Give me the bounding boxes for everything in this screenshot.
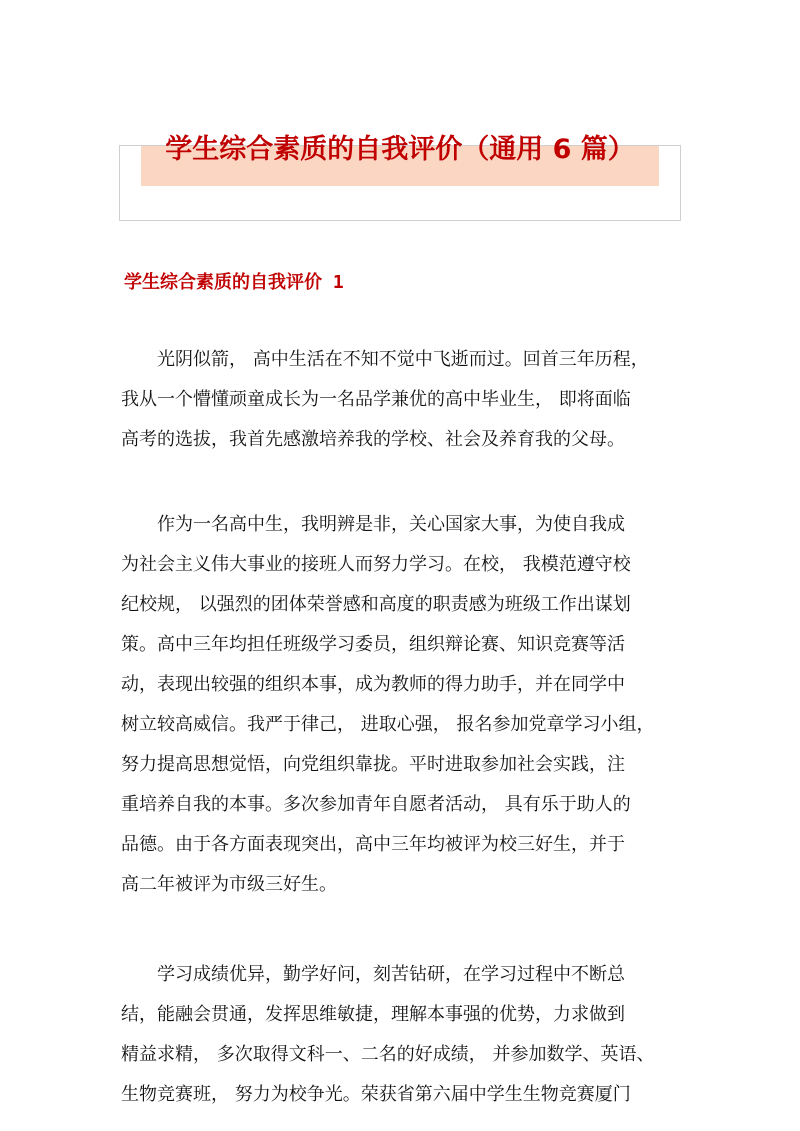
text-line: 我从一个懵懂顽童成长为一名品学兼优的高中毕业生， 即将面临: [121, 389, 631, 410]
text-line: 结，能融会贯通，发挥思维敏捷，理解本事强的优势，力求做到: [121, 1004, 625, 1025]
paragraph-1: [121, 340, 649, 460]
text-line: 策。高中三年均担任班级学习委员，组织辩论赛、知识竞赛等活: [121, 634, 625, 655]
text-line: 树立较高威信。我严于律己， 进取心强， 报名参加党章学习小组，: [121, 714, 655, 735]
text-line: 动，表现出较强的组织本事，成为教师的得力助手，并在同学中: [121, 674, 625, 695]
paragraph-3: [121, 955, 654, 1115]
document-title: 学生综合素质的自我评价（通用 6 篇）: [165, 134, 635, 165]
text-line: 学习成绩优异，勤学好问，刻苦钻研，在学习过程中不断总: [121, 964, 625, 985]
text-line: 光阴似箭， 高中生活在不知不觉中飞逝而过。回首三年历程，: [121, 349, 649, 370]
text-line: 作为一名高中生，我明辨是非，关心国家大事，为使自我成: [121, 514, 625, 535]
text-line: 品德。由于各方面表现突出，高中三年均被评为校三好生，并于: [121, 834, 625, 855]
text-line: 重培养自我的本事。多次参加青年自愿者活动， 具有乐于助人的: [121, 794, 631, 815]
text-line: 高考的选拔，我首先感激培养我的学校、社会及养育我的父母。: [121, 429, 625, 450]
section-heading: 学生综合素质的自我评价 1: [124, 272, 344, 293]
text-line: 高二年被评为市级三好生。: [121, 874, 337, 895]
text-line: 努力提高思想觉悟，向党组织靠拢。平时进取参加社会实践，注: [121, 754, 625, 775]
paragraph-2: [121, 505, 654, 905]
text-line: 精益求精， 多次取得文科一、二名的好成绩， 并参加数学、英语、: [121, 1044, 655, 1065]
text-line: 生物竞赛班， 努力为校争光。荣获省第六届中学生生物竞赛厦门: [121, 1084, 631, 1105]
text-line: 为社会主义伟大事业的接班人而努力学习。在校， 我模范遵守校: [121, 554, 631, 575]
text-line: 纪校规， 以强烈的团体荣誉感和高度的职责感为班级工作出谋划: [121, 594, 631, 615]
